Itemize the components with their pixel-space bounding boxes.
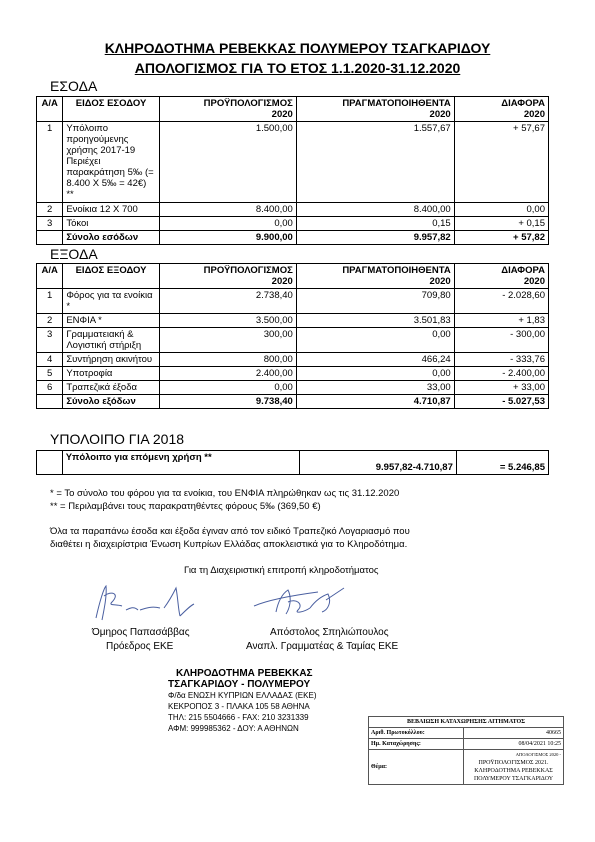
paragraph-line-2: διαθέτει η διαχειρίστρια Ένωση Κυπρίων Ελλάδας αποκλειστικά για το Κληροδότημα. — [50, 539, 408, 550]
balance-calc: 9.957,82-4.710,87 — [300, 451, 456, 475]
signatory-right-role: Αναπλ. Γραμματέας & Ταμίας ΕΚΕ — [246, 641, 399, 652]
table-row: 5 Υποτροφία 2.400,00 0,00 - 2.400,00 — [37, 367, 549, 381]
table-row: 3 Γραμματειακή & Λογιστική στήριξη 300,00 0,00 - 300,00 — [37, 328, 549, 353]
protocol-number: 40665 — [464, 728, 564, 739]
committee-line: Για τη Διαχειριστική επιτροπή κληροδοτήματος — [184, 565, 379, 576]
signatory-left-name: Όμηρος Παπασάββας — [92, 627, 190, 638]
verification-box: ΒΕΒΑΙΩΣΗ ΚΑΤΑΧΩΡΗΣΗΣ ΑΙΤΗΜΑΤΟΣ Αριθ. Πρωτοκόλλου: 40665 Ημ. Καταχώρησης: 08/04/2021 10:25 Θέμα: ΑΠΟΛΟΓΙΣΜΟΣ 2020 - ΠΡΟΫΠΟΛΟΓΙΣΜΟΣ 2021. ΚΛΗΡΟΔΟΤΗΜΑ ΡΕΒΕΚΚΑΣ ΠΟΛΥΜΕΡΟΥ ΤΣΑΓΚΑΡΙΔΟΥ — [368, 716, 564, 785]
table-row: 6 Τραπεζικά έξοδα 0,00 33,00 + 33,00 — [37, 381, 549, 395]
table-row: 1 Φόρος για τα ενοίκια * 2.738,40 709,80 - 2.028,60 — [37, 289, 549, 314]
signature-left — [90, 580, 200, 625]
col-income-type: ΕΙΔΟΣ ΕΣΟΔΟΥ — [63, 97, 159, 122]
table-row: 2 Ενοίκια 12 Χ 700 8.400,00 8.400,00 0,00 — [37, 203, 549, 217]
col-expense-type: ΕΙΔΟΣ ΕΞΟΔΟΥ — [63, 264, 159, 289]
balance-row — [37, 451, 549, 475]
registration-date: 08/04/2021 10:25 — [464, 739, 564, 750]
income-table — [36, 96, 549, 245]
expenses-total-row: Σύνολο εξόδων 9.738,40 4.710,87 - 5.027,53 — [37, 395, 549, 409]
signatory-right-name: Απόστολος Σπηλιώπουλος — [270, 627, 389, 638]
income-header-row — [37, 97, 549, 122]
balance-table — [36, 450, 549, 475]
footnote-2: ** = Περιλαμβάνει τους παρακρατηθέντες φόρους 5‰ (369,50 €) — [50, 501, 321, 512]
organization-stamp: ΚΛΗΡΟΔΟΤΗΜΑ ΡΕΒΕΚΚΑΣ ΤΣΑΓΚΑΡΙΔΟΥ - ΠΟΛΥΜΕΡΟΥ Φ/δα ΕΝΩΣΗ ΚΥΠΡΙΩΝ ΕΛΛΑΔΑΣ (ΕΚΕ) ΚΕΚΡΟΠΟΣ 3 - ΠΛΑΚΑ 105 58 ΑΘΗΝΑ ΤΗΛ: 215 5504666 - FAX: 210 3231339 ΑΦΜ: 999985362 - ΔΟΥ: Α ΑΘΗΝΩΝ — [168, 668, 317, 733]
verification-title: ΒΕΒΑΙΩΣΗ ΚΑΤΑΧΩΡΗΣΗΣ ΑΙΤΗΜΑΤΟΣ — [369, 717, 564, 728]
balance-result: = 5.246,85 — [456, 451, 548, 475]
signatory-left-role: Πρόεδρος ΕΚΕ — [106, 641, 174, 652]
table-row: 3 Τόκοι 0,00 0,15 + 0,15 — [37, 217, 549, 231]
balance-label: Υπόλοιπο για επόμενη χρήση ** — [62, 451, 300, 475]
table-row: 4 Συντήρηση ακινήτου 800,00 466,24 - 333,76 — [37, 353, 549, 367]
col-aa: Α/Α — [37, 97, 63, 122]
expenses-header-row: Α/Α ΕΙΔΟΣ ΕΞΟΔΟΥ ΠΡΟΫΠΟΛΟΓΙΣΜΟΣ 2020 ΠΡΑΓΜΑΤΟΠΟΙΗΘΕΝΤΑ 2020 ΔΙΑΦΟΡΑ 2020 — [37, 264, 549, 289]
table-row: 2 ΕΝΦΙΑ * 3.500,00 3.501,83 + 1,83 — [37, 314, 549, 328]
col-actual: ΠΡΑΓΜΑΤΟΠΟΙΗΘΕΝΤΑ 2020 — [296, 97, 454, 122]
signature-right — [248, 582, 348, 622]
document-subtitle: ΑΠΟΛΟΓΙΣΜΟΣ ΓΙΑ ΤΟ ΕΤΟΣ 1.1.2020-31.12.2020 — [134, 60, 461, 76]
table-row: 1 Υπόλοιπο προηγούμενης χρήσης 2017-19 Περιέχει παρακράτηση 5‰ (= 8.400 Χ 5‰ = 42€) ** 1.500,00 1.557,67 + 57,67 — [37, 122, 549, 203]
footnote-1: * = Το σύνολο του φόρου για τα ενοίκια, του ΕΝΦΙΑ πληρώθηκαν ως τις 31.12.2020 — [50, 488, 400, 499]
paragraph-line-1: Όλα τα παραπάνω έσοδα και έξοδα έγιναν από τον ειδικό Τραπεζικό Λογαριασμό που — [50, 526, 410, 537]
income-heading: ΕΣΟΔΑ — [50, 78, 98, 94]
income-total-row: Σύνολο εσόδων 9.900,00 9.957,82 + 57,82 — [37, 231, 549, 245]
verification-subject: ΑΠΟΛΟΓΙΣΜΟΣ 2020 - ΠΡΟΫΠΟΛΟΓΙΣΜΟΣ 2021. ΚΛΗΡΟΔΟΤΗΜΑ ΡΕΒΕΚΚΑΣ ΠΟΛΥΜΕΡΟΥ ΤΣΑΓΚΑΡΙΔΟΥ — [464, 750, 564, 785]
expenses-heading: ΕΞΟΔΑ — [50, 246, 98, 262]
col-diff: ΔΙΑΦΟΡΑ 2020 — [454, 97, 548, 122]
expenses-table — [36, 263, 549, 409]
balance-heading: ΥΠΟΛΟΙΠΟ ΓΙΑ 2018 — [50, 431, 185, 447]
document-title: ΚΛΗΡΟΔΟΤΗΜΑ ΡΕΒΕΚΚΑΣ ΠΟΛΥΜΕΡΟΥ ΤΣΑΓΚΑΡΙΔΟΥ — [104, 40, 491, 56]
col-budget: ΠΡΟΫΠΟΛΟΓΙΣΜΟΣ 2020 — [159, 97, 296, 122]
